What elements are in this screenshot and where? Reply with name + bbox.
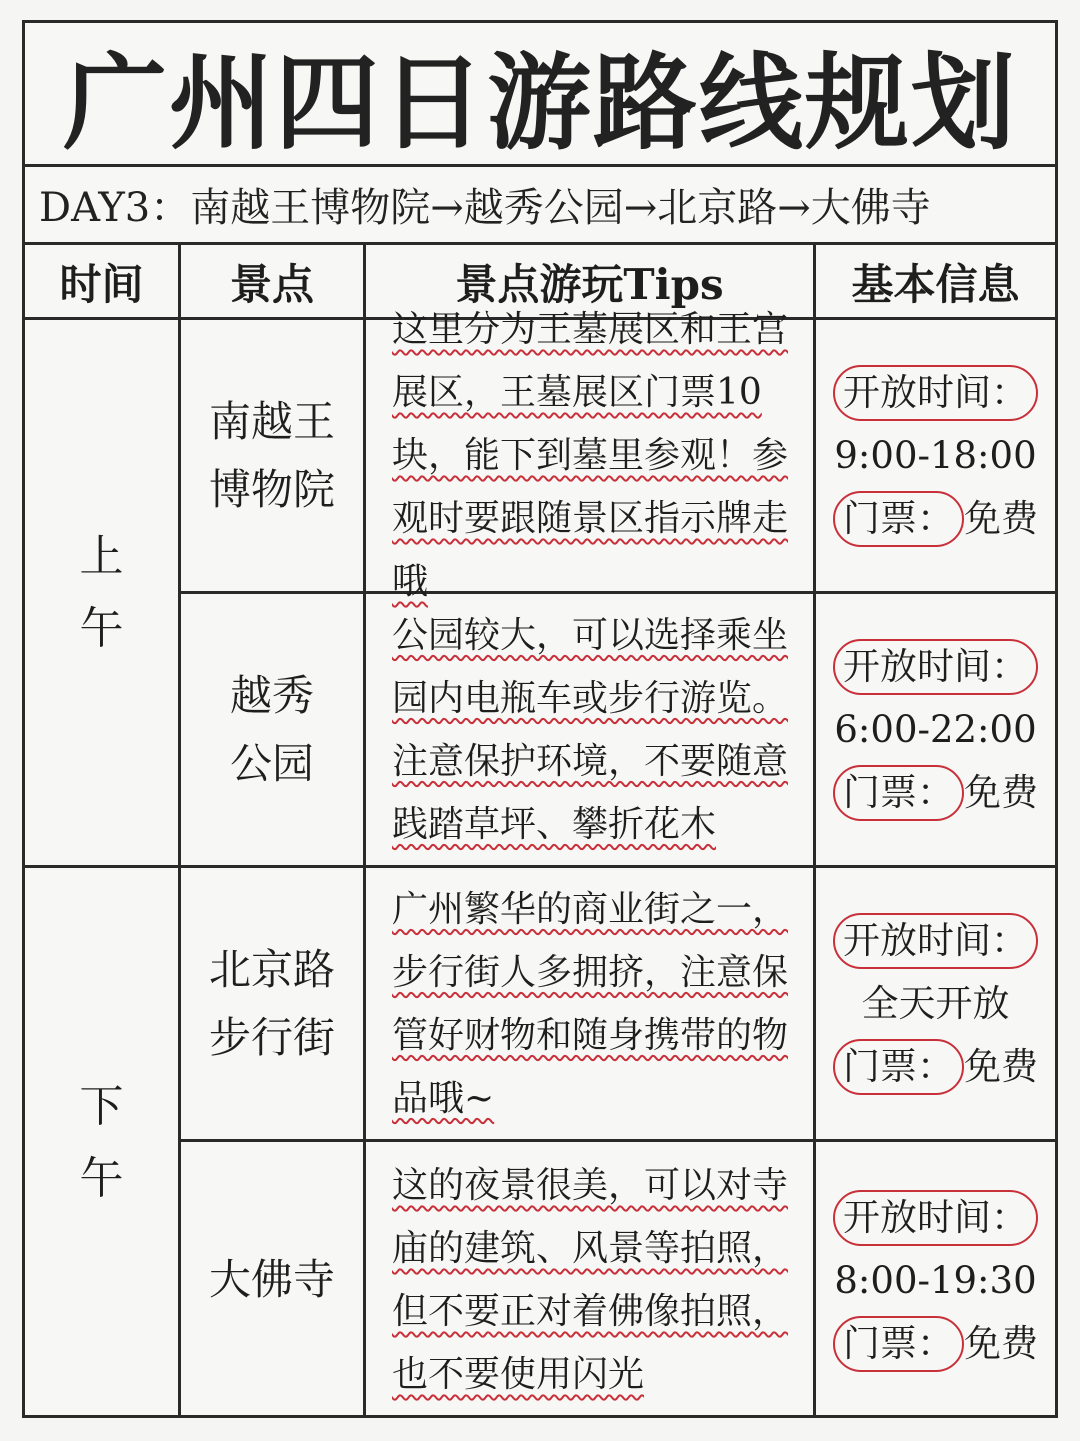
period-char: 午 [79,1153,124,1204]
tips-text: 这的夜景很美，可以对寺庙的建筑、风景等拍照，但不要正对着佛像拍照，也不要使用闪光 [392,1165,789,1395]
header-info: 基本信息 [851,260,1020,309]
ticket-label: 门票： [833,765,964,821]
ticket-value: 免费 [964,1045,1038,1088]
hours-label: 开放时间： [833,365,1038,421]
spot-name: 大佛寺 [208,1255,335,1304]
header-time: 时间 [59,260,144,309]
info-cell [816,320,1055,591]
ticket-value: 免费 [964,771,1038,814]
ticket-value: 免费 [964,497,1038,540]
page-title: 广州四日游路线规划 [62,40,1017,164]
spot-cell [181,868,363,1139]
spot-name: 博物院 [208,464,335,514]
tips-cell [366,1142,813,1418]
info-cell [816,868,1055,1139]
tips-text: 广州繁华的商业街之一，步行街人多拥挤，注意保管好财物和随身携带的物品哦~ [392,888,789,1119]
spot-name: 南越王 [208,396,335,446]
spot-cell [181,594,363,865]
hours-value: 6:00-22:00 [834,708,1037,751]
header-tips: 景点游玩Tips [455,260,724,309]
tips-cell [366,868,813,1139]
spot-cell [181,1142,363,1418]
hours-value: 8:00-19:30 [834,1258,1037,1302]
tips-cell [366,594,813,865]
info-cell [816,1142,1055,1418]
spot-name: 步行街 [208,1012,335,1062]
title-row [25,23,1055,167]
ticket-value: 免费 [964,1321,1038,1365]
period-afternoon [25,868,178,1418]
tips-text: 这里分为王墓展区和王宫展区，王墓展区门票10块，能下到墓里参观！参观时要跟随景区指示牌走哦 [392,309,789,602]
spot-cell [181,320,363,591]
period-char: 午 [79,602,124,654]
hours-label: 开放时间： [833,639,1038,695]
tips-text: 公园较大，可以选择乘坐园内电瓶车或步行游览。注意保护环境，不要随意践踏草坪、攀折花木 [392,614,789,845]
period-char: 上 [79,530,124,582]
info-cell [816,594,1055,865]
spot-name: 越秀 [229,670,314,720]
period-char: 下 [79,1081,124,1132]
spot-name: 北京路 [208,944,335,994]
header-spot: 景点 [229,260,314,309]
spot-name: 公园 [229,738,314,788]
ticket-label: 门票： [833,1039,964,1095]
ticket-label: 门票： [833,1316,964,1372]
day-route: DAY3：南越王博物院→越秀公园→北京路→大佛寺 [25,167,1055,245]
tips-cell [366,309,813,602]
hours-value: 全天开放 [861,982,1010,1025]
itinerary-sheet [22,20,1058,1418]
hours-label: 开放时间： [833,1190,1038,1246]
hours-value: 9:00-18:00 [834,434,1037,477]
period-morning [25,320,178,865]
ticket-label: 门票： [833,491,964,547]
hours-label: 开放时间： [833,913,1038,969]
schedule-table [25,245,1055,1418]
